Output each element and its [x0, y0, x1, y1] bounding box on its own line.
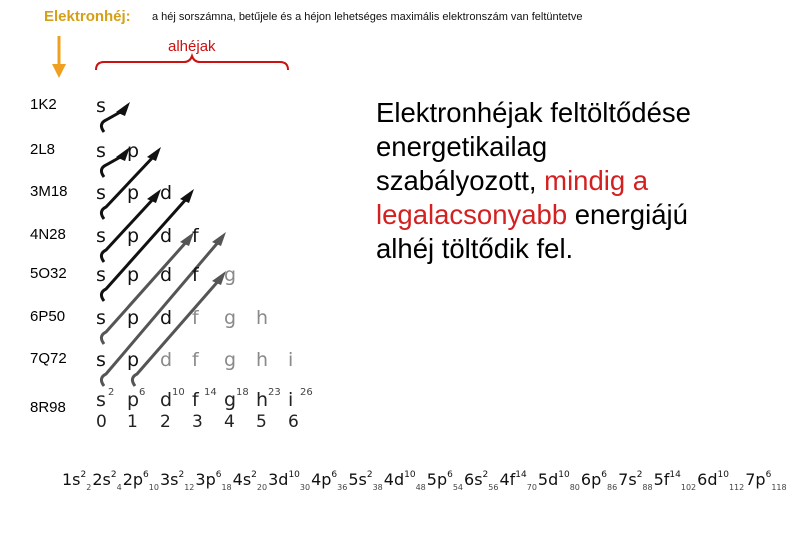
capacity-l-number: 6 — [288, 412, 299, 432]
config-term — [697, 470, 744, 492]
config-label: 5d — [537, 470, 559, 489]
config-electrons: 6 — [215, 470, 222, 480]
config-electrons: 10 — [288, 470, 300, 480]
config-electrons: 14 — [669, 470, 681, 480]
orbital-p: p — [127, 225, 140, 247]
config-cumulative: 18 — [221, 483, 232, 492]
capacity-letter: f — [192, 389, 199, 411]
capacity-l-number: 3 — [192, 412, 203, 432]
orbital-p: p — [127, 264, 140, 286]
config-cumulative: 70 — [526, 483, 537, 492]
config-label: 6p — [580, 470, 602, 489]
config-electrons: 2 — [110, 470, 117, 480]
config-cumulative: 2 — [86, 483, 92, 492]
electron-configuration — [62, 470, 788, 492]
config-term — [464, 470, 498, 492]
config-term — [745, 470, 786, 492]
config-electrons: 6 — [765, 470, 772, 480]
config-term — [348, 470, 382, 492]
orbital-p: p — [127, 349, 140, 371]
config-electrons: 10 — [558, 470, 570, 480]
orbital-s: s — [96, 140, 106, 162]
shell-label: 6P50 — [30, 308, 66, 325]
orbital-d: d — [160, 225, 173, 247]
config-term — [233, 470, 267, 492]
capacity-letter: g — [224, 389, 237, 411]
config-cumulative: 4 — [116, 483, 122, 492]
orbital-p: p — [127, 307, 140, 329]
config-term — [123, 470, 159, 492]
config-electrons: 2 — [178, 470, 185, 480]
config-electrons: 14 — [515, 470, 527, 480]
orbital-p: p — [127, 140, 140, 162]
statement-part1: Elektronhéjak feltöltődése energetikailag szabályozott, — [376, 97, 691, 196]
config-label: 4d — [383, 470, 405, 489]
capacity-max: 23 — [268, 387, 281, 398]
config-electrons: 2 — [80, 470, 87, 480]
orbital-s: s — [96, 307, 106, 329]
orbital-s: s — [96, 349, 106, 371]
shell-order-arrow-head — [52, 64, 66, 78]
capacity-max: 10 — [172, 387, 185, 398]
capacity-letter: d — [160, 389, 173, 411]
diagonal-arrow-head — [147, 147, 161, 161]
config-cumulative: 56 — [488, 483, 499, 492]
diagonal-arrow-head — [212, 232, 226, 246]
orbital-f: f — [192, 307, 199, 329]
config-cumulative: 102 — [680, 483, 697, 492]
orbital-h: h — [256, 349, 269, 371]
config-label: 4f — [499, 470, 516, 489]
config-electrons: 10 — [404, 470, 416, 480]
config-label: 4s — [232, 470, 252, 489]
header-title: Elektronhéj: — [44, 8, 131, 25]
config-electrons: 10 — [717, 470, 729, 480]
config-electrons: 2 — [482, 470, 489, 480]
header-description: a héj sorszámna, betűjele és a héjon lehetséges maximális elektronszám van feltüntetve — [152, 11, 583, 23]
capacity-letter: s — [96, 389, 106, 411]
config-cumulative: 12 — [184, 483, 195, 492]
diagonal-arrow-head — [180, 189, 194, 203]
subshell-label: alhéjak — [168, 38, 216, 55]
config-term — [618, 470, 652, 492]
config-label: 1s — [62, 470, 81, 489]
shell-label: 2L8 — [30, 141, 56, 158]
config-cumulative: 88 — [642, 483, 653, 492]
orbital-g: g — [224, 349, 237, 371]
config-electrons: 6 — [331, 470, 338, 480]
shell-label: 5O32 — [30, 265, 67, 282]
config-term — [92, 470, 121, 492]
capacity-letter: h — [256, 389, 269, 411]
capacity-max: 2 — [108, 387, 115, 398]
config-cumulative: 20 — [256, 483, 268, 492]
config-label: 3d — [268, 470, 289, 489]
config-electrons: 2 — [366, 470, 373, 480]
diagonal-arrow-head — [147, 189, 161, 203]
config-cumulative: 112 — [728, 483, 745, 492]
capacity-l-number: 2 — [160, 412, 171, 432]
orbital-g: g — [224, 264, 237, 286]
orbital-d: d — [160, 349, 173, 371]
config-cumulative: 86 — [606, 483, 618, 492]
config-cumulative: 36 — [337, 483, 348, 492]
statement-part3: energiájú alhéj töltődik fel. — [376, 199, 688, 264]
config-label: 6d — [697, 470, 718, 489]
config-term — [499, 470, 536, 492]
config-cumulative: 54 — [452, 483, 464, 492]
config-label: 7p — [745, 470, 766, 489]
config-term — [160, 470, 194, 492]
shell-label: 3M18 — [30, 183, 68, 200]
capacity-letter: p — [127, 389, 140, 411]
shell-label: 1K2 — [30, 96, 57, 113]
aufbau-statement — [376, 96, 706, 266]
config-label: 2p — [122, 470, 144, 489]
capacity-l-number: 1 — [127, 412, 138, 432]
config-label: 5s — [348, 470, 367, 489]
shell-label: 7Q72 — [30, 350, 67, 367]
orbital-f: f — [192, 264, 199, 286]
capacity-letter: i — [288, 389, 294, 411]
capacity-l-number: 0 — [96, 412, 107, 432]
diagonal-fill-arrow — [101, 197, 188, 301]
capacity-max: 14 — [204, 387, 217, 398]
orbital-d: d — [160, 264, 173, 286]
config-electrons: 6 — [143, 470, 149, 480]
config-term — [427, 470, 463, 492]
config-electrons: 6 — [601, 470, 607, 480]
subshell-bracket — [96, 56, 288, 70]
orbital-p: p — [127, 182, 140, 204]
config-cumulative: 30 — [299, 483, 311, 492]
config-term — [654, 470, 697, 492]
orbital-f: f — [192, 225, 199, 247]
config-label: 5p — [426, 470, 448, 489]
capacity-max: 18 — [236, 387, 249, 398]
config-term — [384, 470, 426, 492]
orbital-s: s — [96, 225, 106, 247]
config-label: 3s — [159, 470, 179, 489]
config-label: 6s — [464, 470, 483, 489]
config-term — [538, 470, 580, 492]
config-electrons: 6 — [447, 470, 453, 480]
diagonal-fill-arrow — [132, 279, 220, 386]
capacity-l-number: 5 — [256, 412, 267, 432]
config-term — [62, 470, 91, 492]
config-label: 5f — [653, 470, 670, 489]
config-label: 3p — [195, 470, 216, 489]
orbital-s: s — [96, 264, 106, 286]
config-term — [581, 470, 617, 492]
shell-label: 8R98 — [30, 399, 66, 416]
orbital-s: s — [96, 182, 106, 204]
orbital-f: f — [192, 349, 199, 371]
config-label: 4p — [311, 470, 332, 489]
capacity-max: 26 — [300, 387, 313, 398]
config-label: 2s — [92, 470, 111, 489]
orbital-h: h — [256, 307, 269, 329]
capacity-l-number: 4 — [224, 412, 235, 432]
config-term — [268, 470, 310, 492]
orbital-g: g — [224, 307, 237, 329]
orbital-i: i — [288, 349, 294, 371]
orbital-d: d — [160, 182, 173, 204]
shell-label: 4N28 — [30, 226, 66, 243]
config-cumulative: 48 — [415, 483, 426, 492]
config-label: 7s — [618, 470, 637, 489]
config-cumulative: 80 — [569, 483, 580, 492]
statement-highlight: mindig a legalacsonyabb — [376, 165, 649, 230]
capacity-max: 6 — [139, 387, 146, 398]
orbital-d: d — [160, 307, 173, 329]
config-term — [311, 470, 347, 492]
config-cumulative: 38 — [372, 483, 383, 492]
config-electrons: 2 — [636, 470, 643, 480]
config-electrons: 2 — [251, 470, 257, 480]
config-cumulative: 10 — [148, 483, 159, 492]
config-cumulative: 118 — [771, 483, 787, 492]
config-term — [195, 470, 231, 492]
orbital-s: s — [96, 95, 106, 117]
